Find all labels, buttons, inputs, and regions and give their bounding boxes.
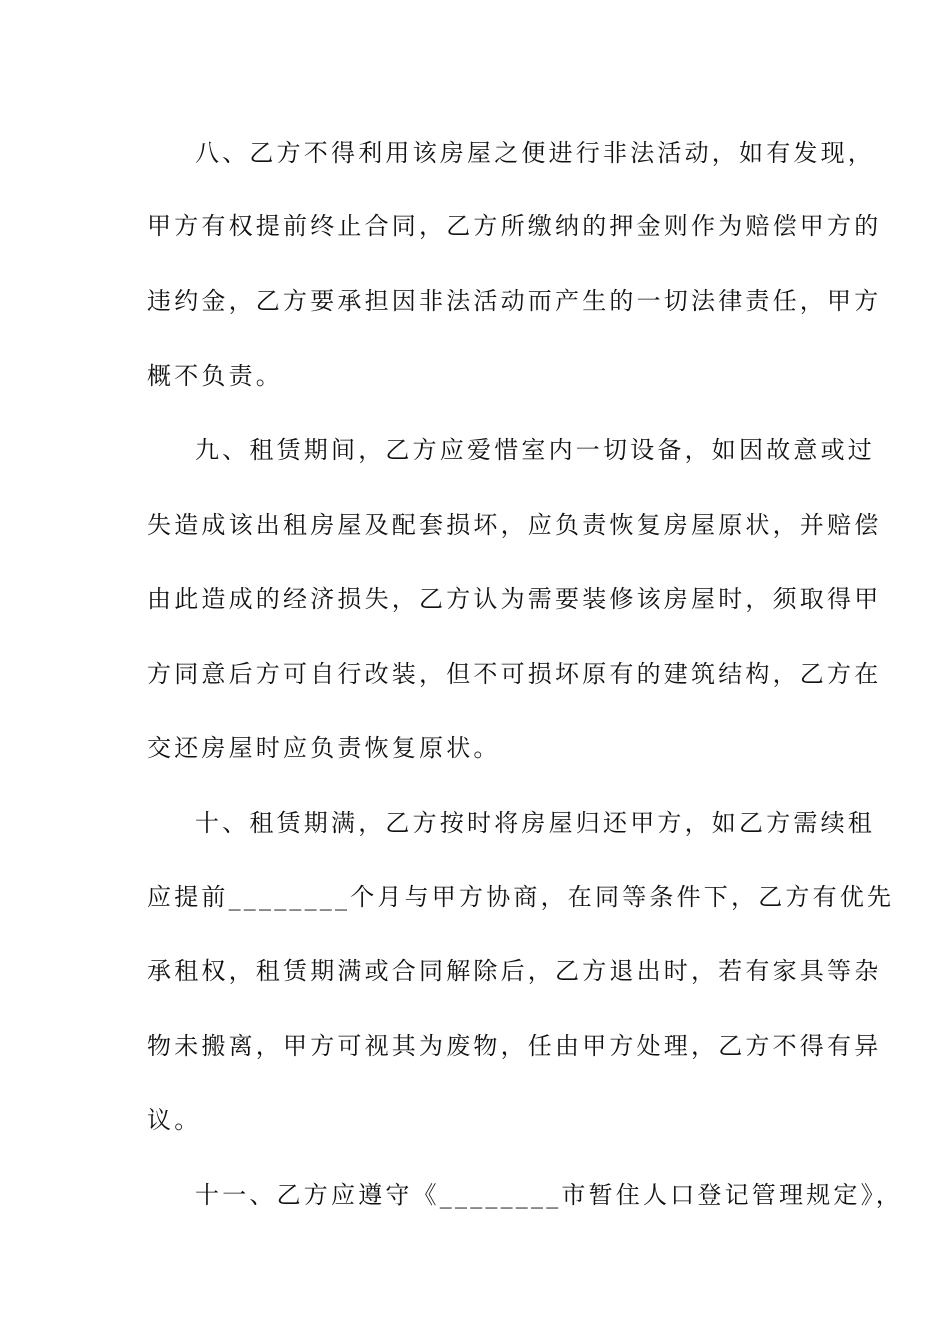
paragraph-10-line-1: 十、租赁期满，乙方按时将房屋归还甲方，如乙方需续租 bbox=[195, 809, 875, 837]
paragraph-8-line-2: 甲方有权提前终止合同，乙方所缴纳的押金则作为赔偿甲方的 bbox=[147, 212, 882, 240]
paragraph-8-line-4: 概不负责。 bbox=[147, 362, 283, 390]
paragraph-8-line-3: 违约金，乙方要承担因非法活动而产生的一切法律责任，甲方 bbox=[147, 287, 882, 315]
paragraph-11-line-1: 十一、乙方应遵守《________市暂住人口登记管理规定》， bbox=[195, 1181, 903, 1209]
paragraph-8-line-1: 八、乙方不得利用该房屋之便进行非法活动，如有发现， bbox=[195, 139, 875, 167]
paragraph-9-line-1: 九、租赁期间，乙方应爱惜室内一切设备，如因故意或过 bbox=[195, 436, 875, 464]
paragraph-10-line-4: 物未搬离，甲方可视其为废物，任由甲方处理，乙方不得有异 bbox=[147, 1032, 882, 1060]
paragraph-9-line-2: 失造成该出租房屋及配套损坏，应负责恢复房屋原状，并赔偿 bbox=[147, 511, 882, 539]
paragraph-10-line-5: 议。 bbox=[147, 1106, 202, 1134]
paragraph-10-line-2: 应提前________个月与甲方协商，在同等条件下，乙方有优先 bbox=[147, 883, 895, 911]
paragraph-9-line-3: 由此造成的经济损失，乙方认为需要装修该房屋时，须取得甲 bbox=[147, 585, 882, 613]
paragraph-9-line-4: 方同意后方可自行改装，但不可损坏原有的建筑结构，乙方在 bbox=[147, 660, 882, 688]
paragraph-10-line-3: 承租权，租赁期满或合同解除后，乙方退出时，若有家具等杂 bbox=[147, 957, 882, 985]
paragraph-9-line-5: 交还房屋时应负责恢复原状。 bbox=[147, 734, 501, 762]
